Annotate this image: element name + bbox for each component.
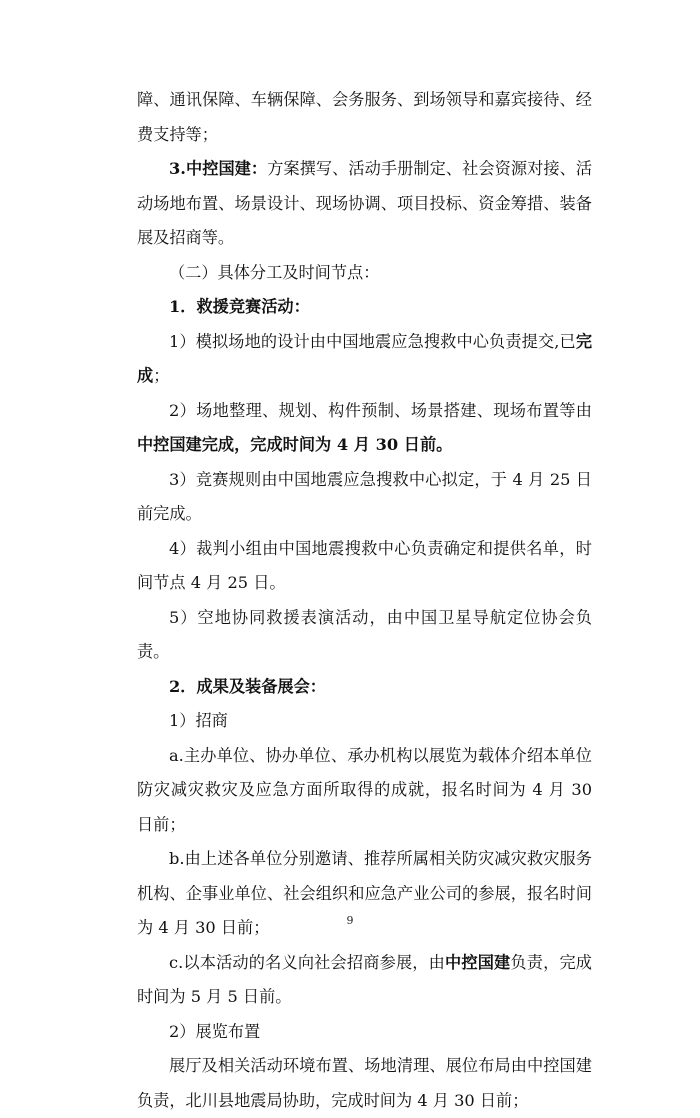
section-heading-division: （二）具体分工及时间节点： <box>169 262 380 282</box>
site-design-status: 完成 <box>137 331 592 385</box>
item-site-design <box>137 325 592 394</box>
item-air-ground-demo: 5）空地协同救援表演活动，由中国卫星导航定位协会负责。 <box>137 607 592 661</box>
zhongkong-duties-text: 方案撰写、活动手册制定、社会资源对接、活动场地布置、场景设计、现场协调、项目投标、资金筹措、装备展及招商等。 <box>137 159 593 247</box>
item-recruitment-b: b.由上述各单位分别邀请、推荐所属相关防灾减灾救灾服务机构、企事业单位、社会组织和应急产业公司的参展，报名时间为 4 月 30 日前； <box>137 849 592 937</box>
site-design-end: ； <box>153 366 170 385</box>
site-design-text: 1）模拟场地的设计由中国地震应急搜救中心负责提交,已 <box>169 331 576 351</box>
item-recruitment: 1）招商 <box>169 711 228 730</box>
recruitment-c-end: 负责，完成时间为 5 月 5 日前。 <box>137 952 592 1006</box>
item-exhibition-layout-detail: 展厅及相关活动环境布置、场地清理、展位布局由中控国建负责，北川县地震局协助，完成时间为 4 月 30 日前； <box>137 1056 592 1110</box>
item-exhibition-layout: 2）展览布置 <box>169 1021 261 1041</box>
paragraph-zhongkong-duties <box>137 152 592 256</box>
recruitment-c-bold: 中控国建 <box>445 952 511 972</box>
site-prep-bold: 中控国建完成，完成时间为 4 月 30 日前。 <box>137 435 453 454</box>
subheading-expo: 2．成果及装备展会： <box>169 676 326 696</box>
item-recruitment-c <box>137 946 592 1015</box>
item-judging-panel: 4）裁判小组由中国地震搜救中心负责确定和提供名单，时间节点 4 月 25 日。 <box>137 538 592 592</box>
paragraph-support-duties: 障、通讯保障、车辆保障、会务服务、到场领导和嘉宾接待、经费支持等； <box>137 90 592 144</box>
recruitment-c-text: c.以本活动的名义向社会招商参展，由 <box>169 952 445 972</box>
page-number: 9 <box>346 914 354 927</box>
item-competition-rules: 3）竞赛规则由中国地震应急搜救中心拟定，于 4 月 25 日前完成。 <box>137 469 592 523</box>
zhongkong-label: 3.中控国建： <box>169 159 268 178</box>
item-recruitment-a: a.主办单位、协办单位、承办机构以展览为载体介绍本单位防灾减灾救灾及应急方面所取得的成就，报名时间为 4 月 30 日前； <box>137 745 592 834</box>
site-prep-text: 2）场地整理、规划、构件预制、场景搭建、现场布置等由 <box>169 400 592 420</box>
item-site-preparation <box>137 394 592 463</box>
subheading-rescue-competition: 1．救援竞赛活动： <box>169 297 310 316</box>
